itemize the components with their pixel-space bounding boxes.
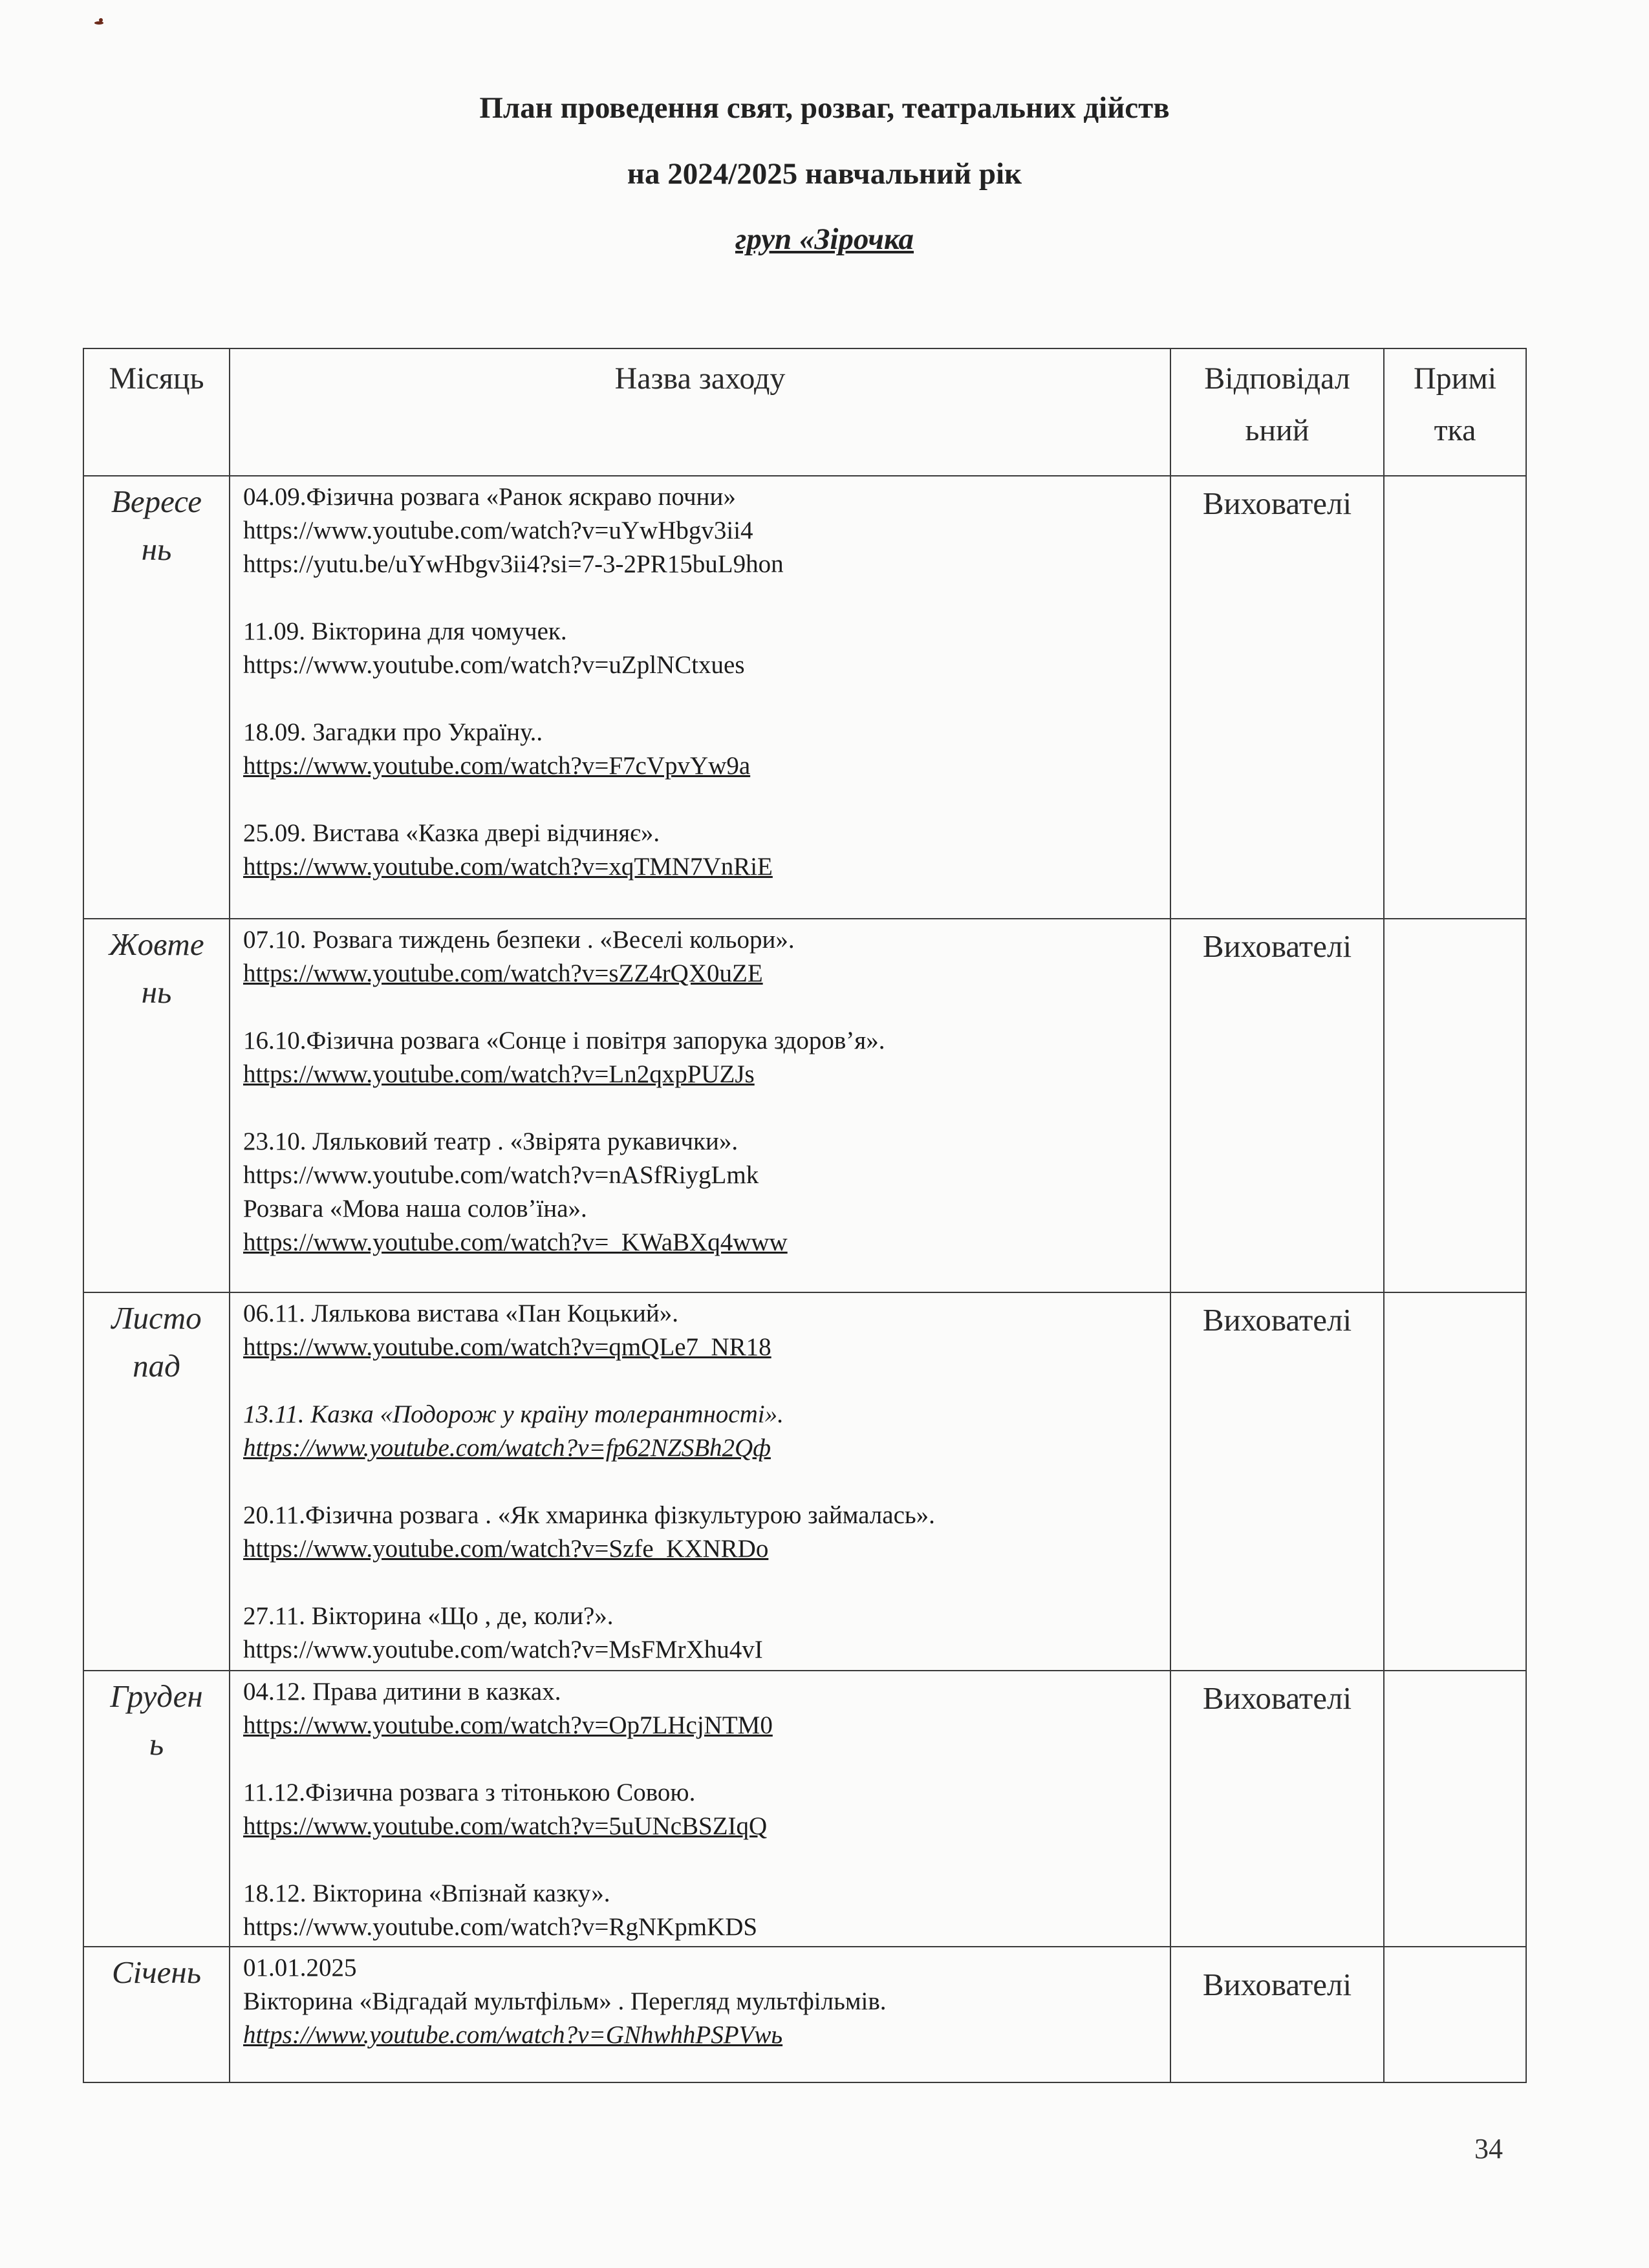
events-cell [230,1947,1170,2082]
events-cell [230,1671,1170,1947]
event-item [243,817,1170,884]
events-cell [230,919,1170,1292]
event-link[interactable]: https://www.youtube.com/watch?v=xqTMN7VnRiE [243,853,773,881]
event-link[interactable]: https://www.youtube.com/watch?v=sZZ4rQX0uZE [243,959,763,987]
event-item [243,615,1170,682]
table-row [83,1947,1526,2082]
note-cell [1384,1671,1526,1947]
header-responsible: Відповідал ьний [1170,348,1384,476]
event-title: 20.11.Фізична розвага . «Як хмаринка фізкультурою займалась». [243,1501,935,1529]
events-plan-table [83,348,1527,2083]
table-row [83,476,1526,919]
event-item [243,480,1170,581]
month-cell: Груден ь [83,1671,230,1947]
month-cell: Жовте нь [83,919,230,1292]
event-item [243,1499,1170,1566]
title-line-2: на 2024/2025 навчальний рік [627,157,1022,191]
event-item [243,1951,1170,2052]
event-title: 23.10. Ляльковий театр . «Звірята рукавички». [243,1128,738,1155]
event-link[interactable]: https://www.youtube.com/watch?v=F7cVpvYw9a [243,752,751,780]
responsible-cell: Вихователі [1170,1947,1384,2082]
event-title: 04.12. Права дитини в казках. [243,1678,561,1706]
ink-speck [94,21,103,25]
table-row [83,1292,1526,1671]
event-link[interactable]: https://www.youtube.com/watch?v=qmQLe7_NR18 [243,1333,771,1361]
table-row [83,919,1526,1292]
event-title: 18.12. Вікторина «Впізнай казку». [243,1879,610,1907]
event-link[interactable]: https://www.youtube.com/watch?v=nASfRiygLmk [243,1161,759,1189]
responsible-cell: Вихователі [1170,476,1384,919]
event-item [243,1776,1170,1843]
title-line-1: План проведення свят, розваг, театральних дійств [479,91,1170,125]
table-header-row [83,348,1526,476]
event-link[interactable]: https://www.youtube.com/watch?v=fp62NZSBh2Qф [243,1434,771,1462]
event-title: 04.09.Фізична розвага «Ранок яскраво почни» [243,483,736,511]
event-link[interactable]: https://www.youtube.com/watch?v=5uUNcBSZIqQ [243,1812,768,1840]
event-item [243,1599,1170,1667]
ink-speck [99,18,103,22]
event-item [243,716,1170,783]
event-title: 06.11. Лялькова вистава «Пан Коцький». [243,1300,679,1327]
event-link[interactable]: https://www.youtube.com/watch?v=MsFMrXhu4vI [243,1636,763,1664]
event-link[interactable]: https://www.youtube.com/watch?v=Szfe_KXNRDo [243,1535,769,1563]
table-row [83,1671,1526,1947]
month-cell: Січень [83,1947,230,2082]
note-cell [1384,476,1526,919]
event-item [243,1024,1170,1091]
responsible-cell: Вихователі [1170,919,1384,1292]
event-title: 25.09. Вистава «Казка двері відчиняє». [243,819,660,847]
event-title: 11.12.Фізична розвага з тітонькою Совою. [243,1779,696,1806]
header-event: Назва заходу [230,348,1170,476]
note-cell [1384,1292,1526,1671]
note-cell [1384,1947,1526,2082]
event-item [243,1125,1170,1259]
event-title: 01.01.2025 [243,1954,357,1982]
event-link[interactable]: https://www.youtube.com/watch?v=Ln2qxpPUZJs [243,1060,755,1088]
month-cell: Листо пад [83,1292,230,1671]
event-link[interactable]: https://www.youtube.com/watch?v=_KWaBXq4www [243,1228,788,1256]
event-title: 18.09. Загадки про Україну.. [243,718,543,746]
event-title: 11.09. Вікторина для чомучек. [243,617,567,645]
group-name: груп «Зірочка [735,222,914,256]
event-item [243,1877,1170,1944]
events-cell [230,1292,1170,1671]
event-link[interactable]: https://www.youtube.com/watch?v=GNhwhhPSPVwь [243,2021,783,2049]
event-link[interactable]: https://www.youtube.com/watch?v=uYwHbgv3ii4 [243,517,753,544]
note-cell [1384,919,1526,1292]
event-title: 16.10.Фізична розвага «Сонце і повітря запорука здоров’я». [243,1027,885,1054]
event-title: 13.11. Казка «Подорож у країну толерантності». [243,1400,784,1428]
event-link[interactable]: https://yutu.be/uYwHbgv3ii4?si=7-3-2PR15buL9hon [243,550,784,578]
event-title: 07.10. Розвага тиждень безпеки . «Веселі кольори». [243,926,795,954]
event-link[interactable]: https://www.youtube.com/watch?v=RgNKpmKDS [243,1913,758,1941]
month-cell: Вересе нь [83,476,230,919]
event-link[interactable]: https://www.youtube.com/watch?v=uZplNCtxues [243,651,745,679]
events-cell [230,476,1170,919]
event-link[interactable]: https://www.youtube.com/watch?v=Op7LHcjNTM0 [243,1711,773,1739]
event-item [243,1297,1170,1364]
header-month: Місяць [83,348,230,476]
event-item [243,1398,1170,1465]
event-title: Розвага «Мова наша солов’їна». [243,1195,587,1223]
event-title: 27.11. Вікторина «Що , де, коли?». [243,1602,614,1630]
responsible-cell: Вихователі [1170,1292,1384,1671]
header-note: Примі тка [1384,348,1526,476]
event-item [243,923,1170,990]
event-title: Вікторина «Відгадай мультфільм» . Перегляд мультфільмів. [243,1987,887,2015]
page-number: 34 [1474,2133,1503,2165]
responsible-cell: Вихователі [1170,1671,1384,1947]
event-item [243,1675,1170,1742]
